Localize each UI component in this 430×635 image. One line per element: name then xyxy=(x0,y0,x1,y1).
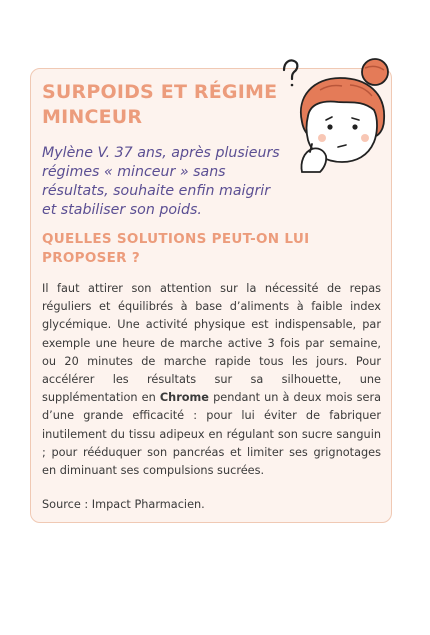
body-text-end: pendant un à deux mois sera d’une grande efficacité : pour lui éviter de fabriquer inutilement du tissu adipeux en régulant son sucre sanguin ; pour rééduquer son pancréas et limiter ses grignotages en diminuant ses compulsions sucrées. xyxy=(42,391,382,478)
right-eye xyxy=(352,124,357,129)
article-source: Source : Impact Pharmacien. xyxy=(42,498,205,511)
thinking-woman-illustration xyxy=(280,54,400,179)
article-title: SURPOIDS ET RÉGIME MINCEUR xyxy=(42,81,278,128)
hand xyxy=(301,148,326,172)
body-text-start: Il faut attirer son attention sur la nécessité de repas réguliers et équilibrés à base d’aliments à faible index glycémique. Une activité physique est indispensable, par exemple une heure de marche active 3 fois par semaine, ou 20 minutes de marche rapide tous les jours. Pour accélérer les résultats sur sa silhouette, une supplémentation en xyxy=(42,282,381,405)
hair-bun xyxy=(362,59,388,85)
article-intro: Mylène V. 37 ans, après plusieurs régimes « minceur » sans résultats, souhaite enfin maigrir et stabiliser son poids. xyxy=(42,145,280,218)
left-eye xyxy=(327,124,332,129)
article-body xyxy=(42,280,381,480)
question-heading: QUELLES SOLUTIONS PEUT-ON LUI PROPOSER ? xyxy=(42,231,310,266)
question-mark-icon xyxy=(284,60,297,86)
body-text-highlight: Chrome xyxy=(159,391,209,405)
